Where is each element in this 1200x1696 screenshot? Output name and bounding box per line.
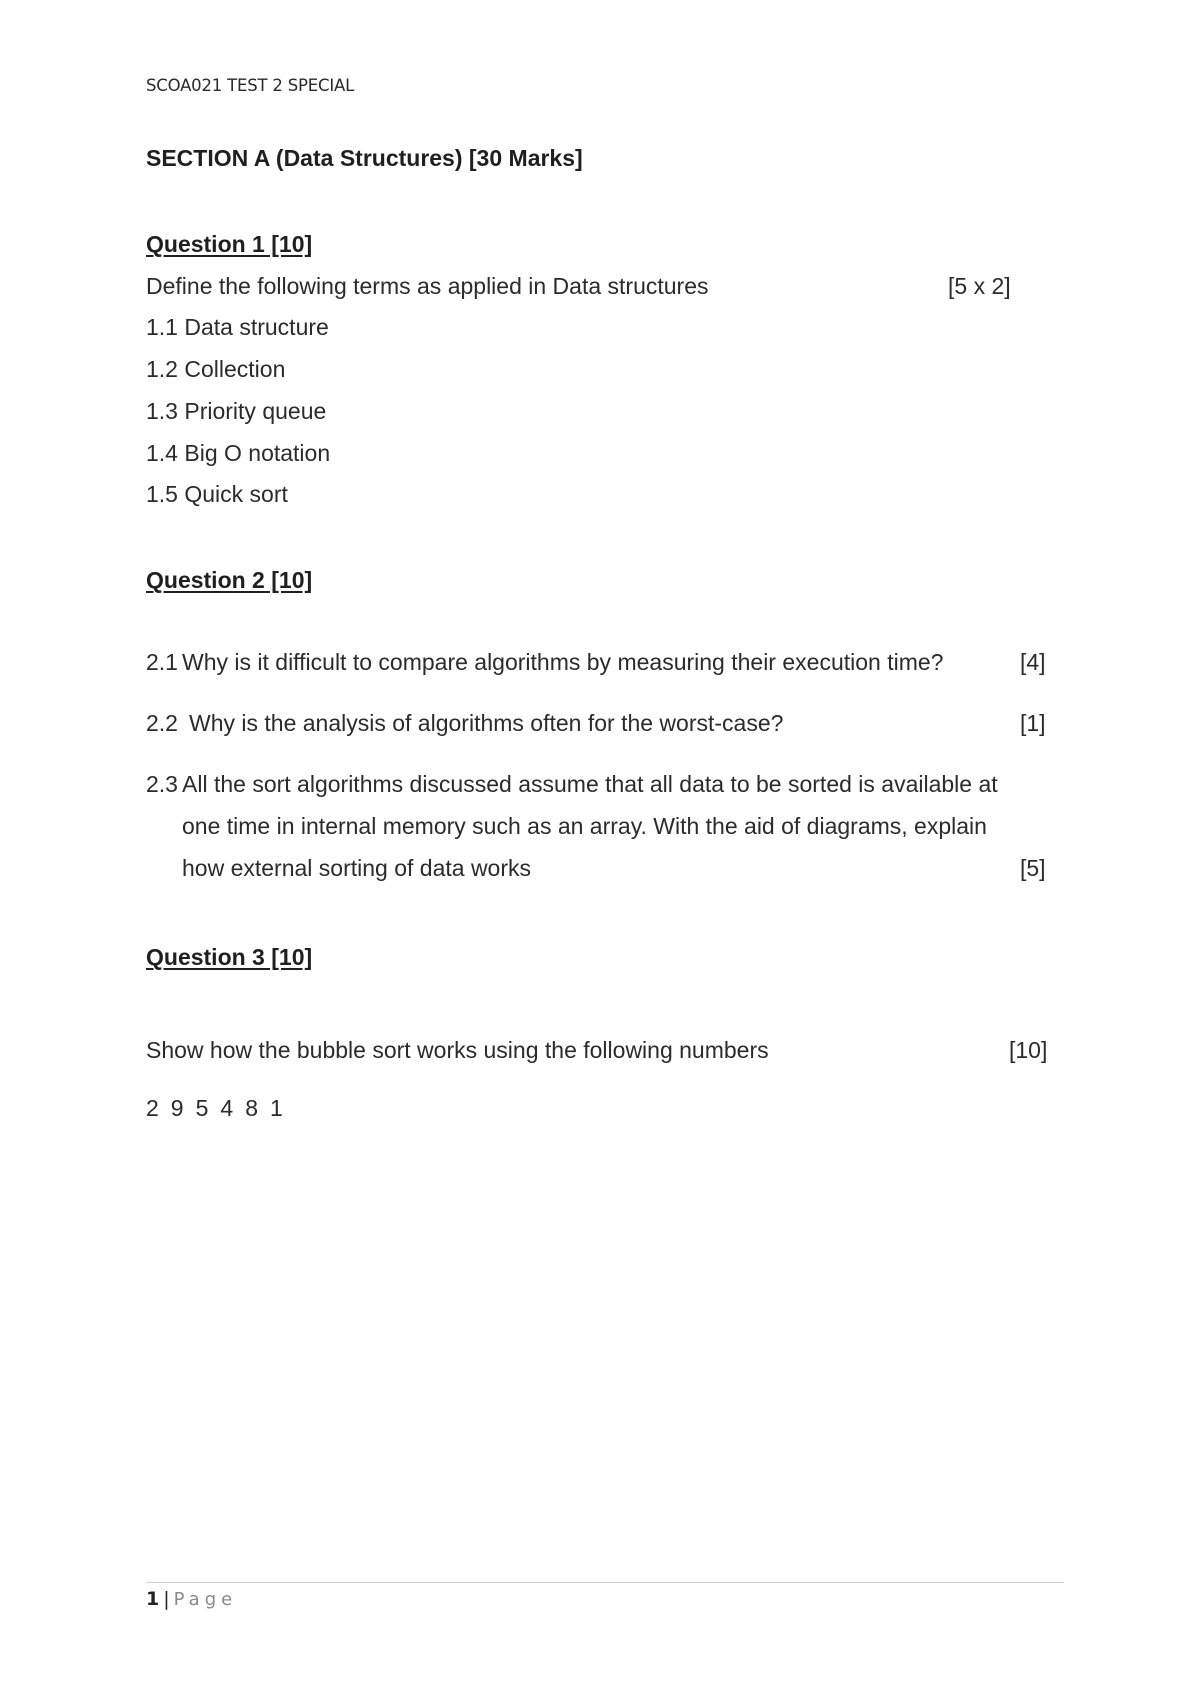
question-3-instruction: Show how the bubble sort works using the following numbers	[146, 1037, 769, 1063]
question-3-marks: [10]	[1009, 1037, 1048, 1063]
question-1-item-1: 1.1 Data structure	[146, 314, 329, 340]
question-2-1-marks: [4]	[1020, 649, 1046, 675]
number-item: 5	[195, 1095, 209, 1121]
number-item: 4	[220, 1095, 234, 1121]
question-1-item-5: 1.5 Quick sort	[146, 481, 288, 507]
page-label: Page	[173, 1589, 238, 1610]
question-2-3-marks: [5]	[1020, 855, 1046, 881]
number-item: 9	[170, 1095, 184, 1121]
question-2-1-text: Why is it difficult to compare algorithms by measuring their execution time?	[182, 649, 944, 675]
question-2-3-line-3: how external sorting of data works	[182, 855, 532, 881]
question-1-item-3: 1.3 Priority queue	[146, 398, 327, 424]
question-2-1-number: 2.1	[146, 649, 178, 675]
question-2-3-line-1: All the sort algorithms discussed assume that all data to be sorted is available at	[182, 771, 998, 797]
page-number: 1	[146, 1588, 160, 1610]
question-1-item-4: 1.4 Big O notation	[146, 440, 331, 466]
number-item: 8	[245, 1095, 258, 1121]
footer-separator: |	[163, 1588, 170, 1610]
question-2-2-marks: [1]	[1020, 710, 1046, 736]
question-1-item-2: 1.2 Collection	[146, 356, 286, 382]
question-1-heading: Question 1 [10]	[146, 231, 313, 257]
question-2-heading: Question 2 [10]	[146, 567, 313, 593]
question-1-instruction: Define the following terms as applied in Data structures	[146, 273, 709, 299]
question-2-2-text: Why is the analysis of algorithms often for the worst-case?	[189, 710, 784, 736]
section-title: SECTION A (Data Structures) [30 Marks]	[146, 145, 583, 171]
number-item: 1	[269, 1095, 283, 1121]
number-sequence	[146, 1095, 295, 1122]
question-2-2-number: 2.2	[146, 710, 178, 736]
question-1-marks: [5 x 2]	[948, 273, 1011, 299]
question-2-3-number: 2.3	[146, 771, 178, 797]
page-footer	[146, 1588, 237, 1610]
question-2-3-line-2: one time in internal memory such as an array. With the aid of diagrams, explain	[182, 813, 987, 839]
footer-divider	[146, 1582, 1064, 1583]
question-3-heading: Question 3 [10]	[146, 944, 313, 970]
page-header: SCOA021 TEST 2 SPECIAL	[146, 76, 355, 95]
number-item: 2	[146, 1095, 159, 1121]
